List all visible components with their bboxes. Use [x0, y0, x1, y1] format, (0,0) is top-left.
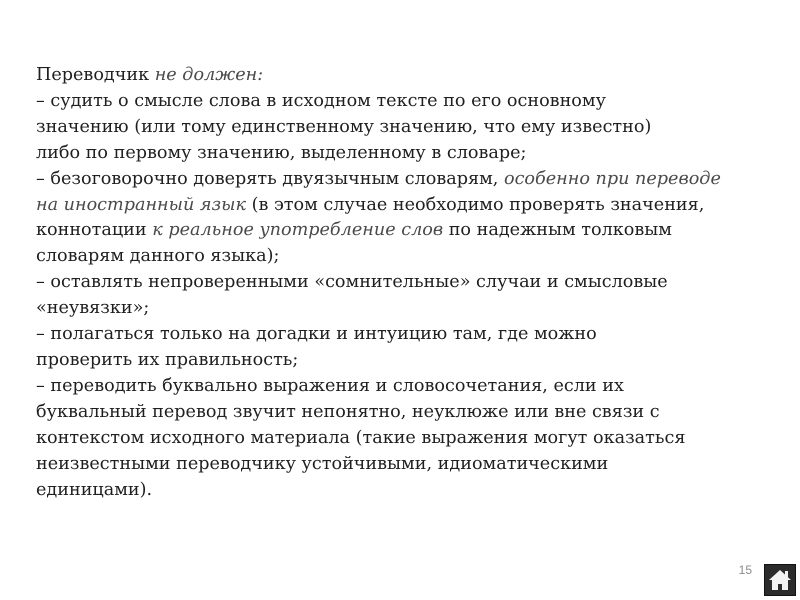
text-line [36, 193, 771, 219]
emphasis-text: особенно при переводе [503, 168, 721, 189]
body-text: – безоговорочно доверять двуязычным словарям, [36, 168, 504, 189]
body-text: коннотации [36, 220, 153, 241]
slide-body-text [36, 63, 771, 503]
body-text: – оставлять непроверенными «сомнительные» случаи и смысловые [36, 272, 668, 293]
body-text: по надежным толковым [443, 220, 672, 241]
emphasis-text: на иностранный язык [36, 194, 246, 215]
text-line [36, 167, 771, 193]
body-text: контекстом исходного материала (такие выражения могут оказаться [36, 427, 686, 448]
home-icon-graphic [765, 565, 795, 595]
home-icon[interactable] [764, 564, 796, 596]
body-text: – переводить буквально выражения и словосочетания, если их [36, 375, 624, 396]
emphasis-text: к реальное употребление слов [152, 220, 444, 241]
text-line [36, 322, 771, 348]
emphasis-text: не должен: [154, 65, 264, 85]
body-text: – полагаться только на догадки и интуицию там, где можно [36, 324, 597, 345]
body-text: значению (или тому единственному значению, что ему известно) [36, 116, 652, 137]
text-line [36, 426, 771, 452]
body-text: единицами). [36, 479, 153, 500]
body-text: буквальный перевод звучит непонятно, неуклюже или вне связи с [36, 401, 660, 422]
text-line [36, 63, 771, 89]
text-line [36, 478, 771, 504]
text-line [36, 296, 771, 322]
body-text: – судить о смысле слова в исходном тексте по его основному [36, 90, 606, 111]
text-line [36, 348, 771, 374]
text-line [36, 374, 771, 400]
text-line [36, 89, 771, 115]
body-text: (в этом случае необходимо проверять значения, [245, 194, 705, 215]
page-number: 15 [738, 563, 752, 577]
text-line [36, 141, 771, 167]
text-line [36, 270, 771, 296]
text-line [36, 115, 771, 141]
body-text: словарям данного языка); [36, 246, 280, 267]
text-line [36, 400, 771, 426]
text-line [36, 218, 771, 244]
text-line [36, 452, 771, 478]
body-text: «неувязки»; [36, 298, 150, 319]
body-text: либо по первому значению, выделенному в словаре; [36, 142, 527, 163]
body-text: Переводчик [36, 65, 155, 85]
body-text: неизвестными переводчику устойчивыми, идиоматическими [36, 453, 609, 474]
body-text: проверить их правильность; [36, 349, 299, 370]
text-line [36, 244, 771, 270]
